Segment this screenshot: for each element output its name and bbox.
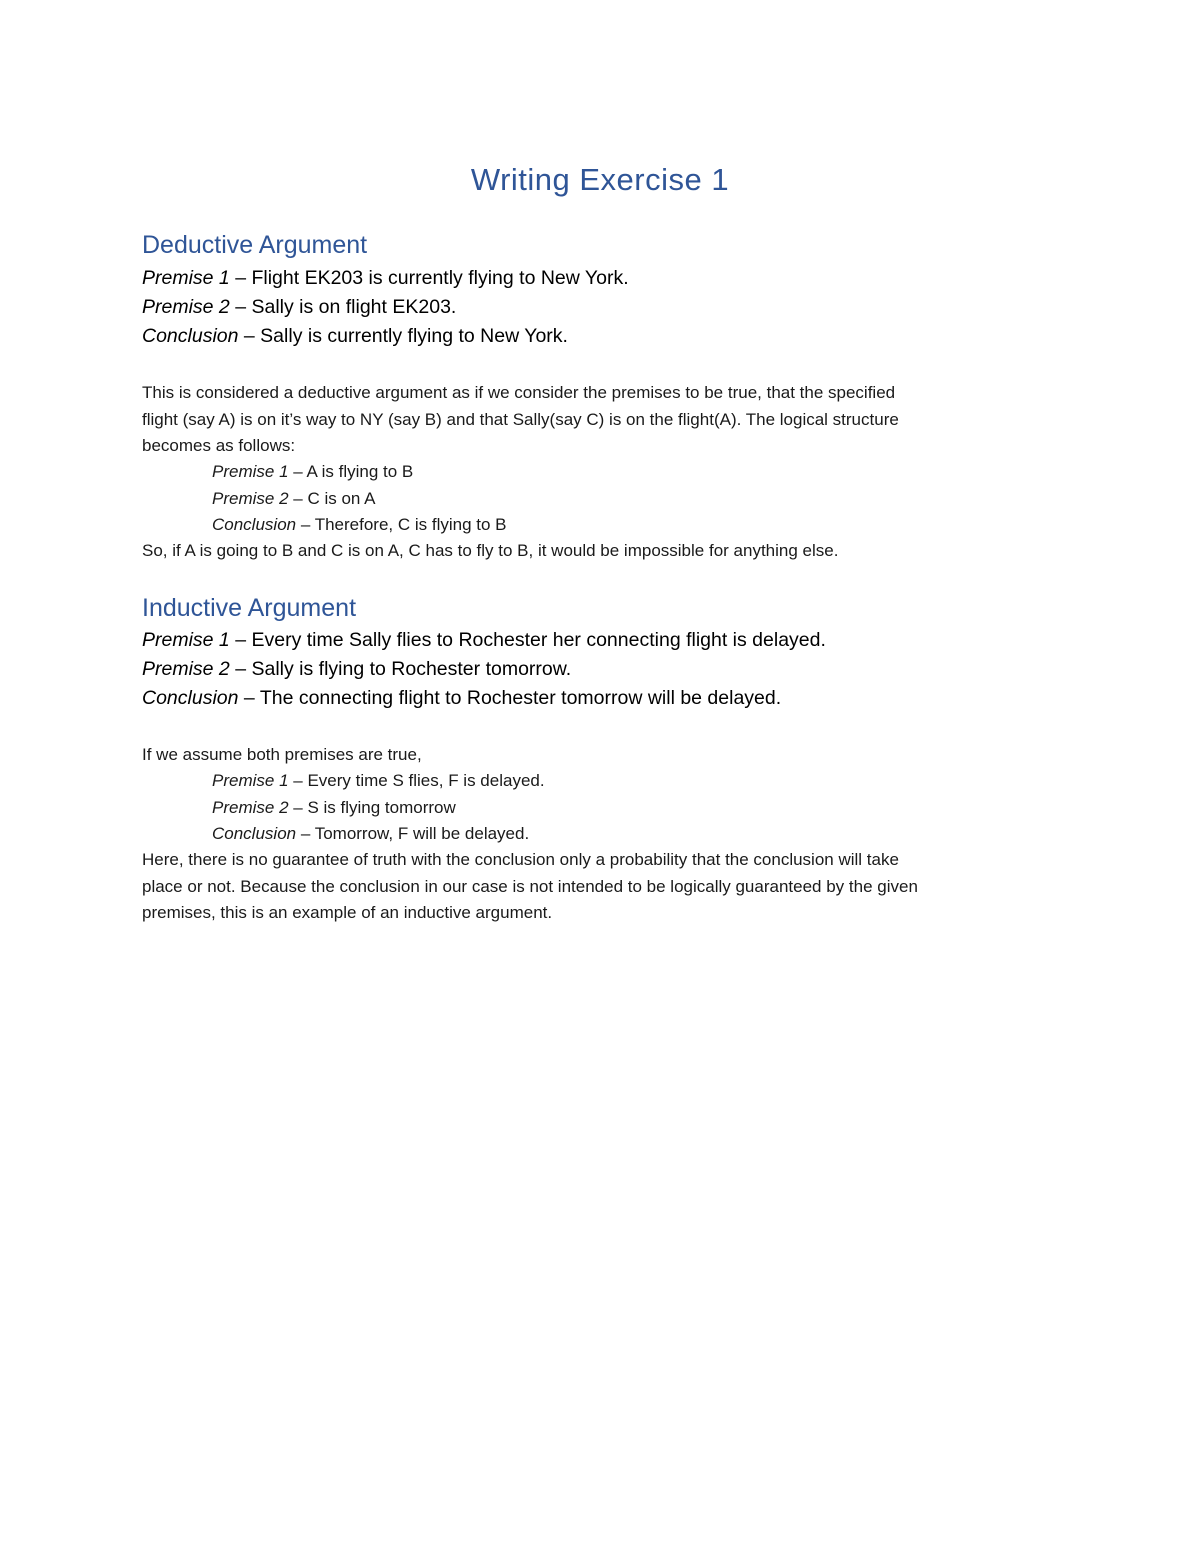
deductive-structure-premise-2 [212, 489, 375, 509]
inductive-closing-line: place or not. Because the conclusion in our case is not intended to be logically guaranteed by the given [142, 877, 918, 896]
inductive-premise-2 [142, 658, 571, 681]
deductive-explanation-line: flight (say A) is on it’s way to NY (say B) and that Sally(say C) is on the flight(A). The logical structure [142, 410, 899, 429]
premise-separator: – [229, 629, 252, 651]
premise-text: Every time S flies, F is delayed. [307, 771, 545, 790]
conclusion-label: Conclusion [212, 824, 297, 843]
premise-separator: – [288, 489, 308, 508]
deductive-premise-2 [142, 296, 456, 319]
premise-label: Premise 2 [212, 489, 289, 508]
conclusion-label: Conclusion [212, 515, 297, 534]
premise-label: Premise 2 [212, 798, 289, 817]
conclusion-label: Conclusion [142, 687, 239, 709]
deductive-conclusion [142, 325, 568, 348]
inductive-heading: Inductive Argument [142, 594, 357, 622]
deductive-closing: So, if A is going to B and C is on A, C has to fly to B, it would be impossible for anything else. [142, 541, 839, 560]
inductive-structure-premise-1 [212, 771, 545, 791]
premise-separator: – [288, 771, 308, 790]
conclusion-separator: – [296, 515, 315, 534]
inductive-structure-premise-2 [212, 798, 456, 818]
premise-label: Premise 1 [142, 629, 230, 651]
inductive-closing-line: premises, this is an example of an inductive argument. [142, 903, 553, 922]
inductive-structure-conclusion [212, 824, 529, 844]
deductive-structure-premise-1 [212, 462, 413, 482]
premise-text: Every time Sally flies to Rochester her connecting flight is delayed. [251, 629, 826, 651]
conclusion-text: Tomorrow, F will be delayed. [314, 824, 530, 843]
premise-label: Premise 2 [142, 658, 230, 680]
conclusion-text: Sally is currently flying to New York. [260, 325, 568, 347]
premise-text: A is flying to B [306, 462, 414, 481]
deductive-heading: Deductive Argument [142, 231, 368, 259]
conclusion-text: The connecting flight to Rochester tomorrow will be delayed. [259, 687, 782, 709]
premise-label: Premise 1 [212, 462, 289, 481]
inductive-intro: If we assume both premises are true, [142, 745, 422, 764]
premise-text: Flight EK203 is currently flying to New York. [251, 267, 629, 289]
inductive-conclusion [142, 687, 781, 710]
premise-separator: – [229, 267, 252, 289]
premise-label: Premise 2 [142, 296, 230, 318]
premise-separator: – [229, 658, 252, 680]
premise-text: S is flying tomorrow [307, 798, 456, 817]
premise-separator: – [288, 462, 307, 481]
conclusion-text: Therefore, C is flying to B [314, 515, 507, 534]
conclusion-separator: – [296, 824, 315, 843]
conclusion-label: Conclusion [142, 325, 239, 347]
premise-text: Sally is on flight EK203. [251, 296, 457, 318]
premise-label: Premise 1 [212, 771, 289, 790]
deductive-explanation-line: This is considered a deductive argument as if we consider the premises to be true, that the specified [142, 383, 896, 402]
conclusion-separator: – [238, 325, 261, 347]
deductive-premise-1 [142, 267, 629, 290]
premise-text: Sally is flying to Rochester tomorrow. [251, 658, 572, 680]
inductive-premise-1 [142, 629, 826, 652]
inductive-closing-line: Here, there is no guarantee of truth with the conclusion only a probability that the conclusion will take [142, 850, 899, 869]
premise-label: Premise 1 [142, 267, 230, 289]
premise-text: C is on A [307, 489, 376, 508]
premise-separator: – [229, 296, 252, 318]
conclusion-separator: – [238, 687, 260, 709]
deductive-explanation-line: becomes as follows: [142, 436, 296, 455]
premise-separator: – [288, 798, 308, 817]
deductive-structure-conclusion [212, 515, 507, 535]
document-title: Writing Exercise 1 [470, 162, 730, 197]
